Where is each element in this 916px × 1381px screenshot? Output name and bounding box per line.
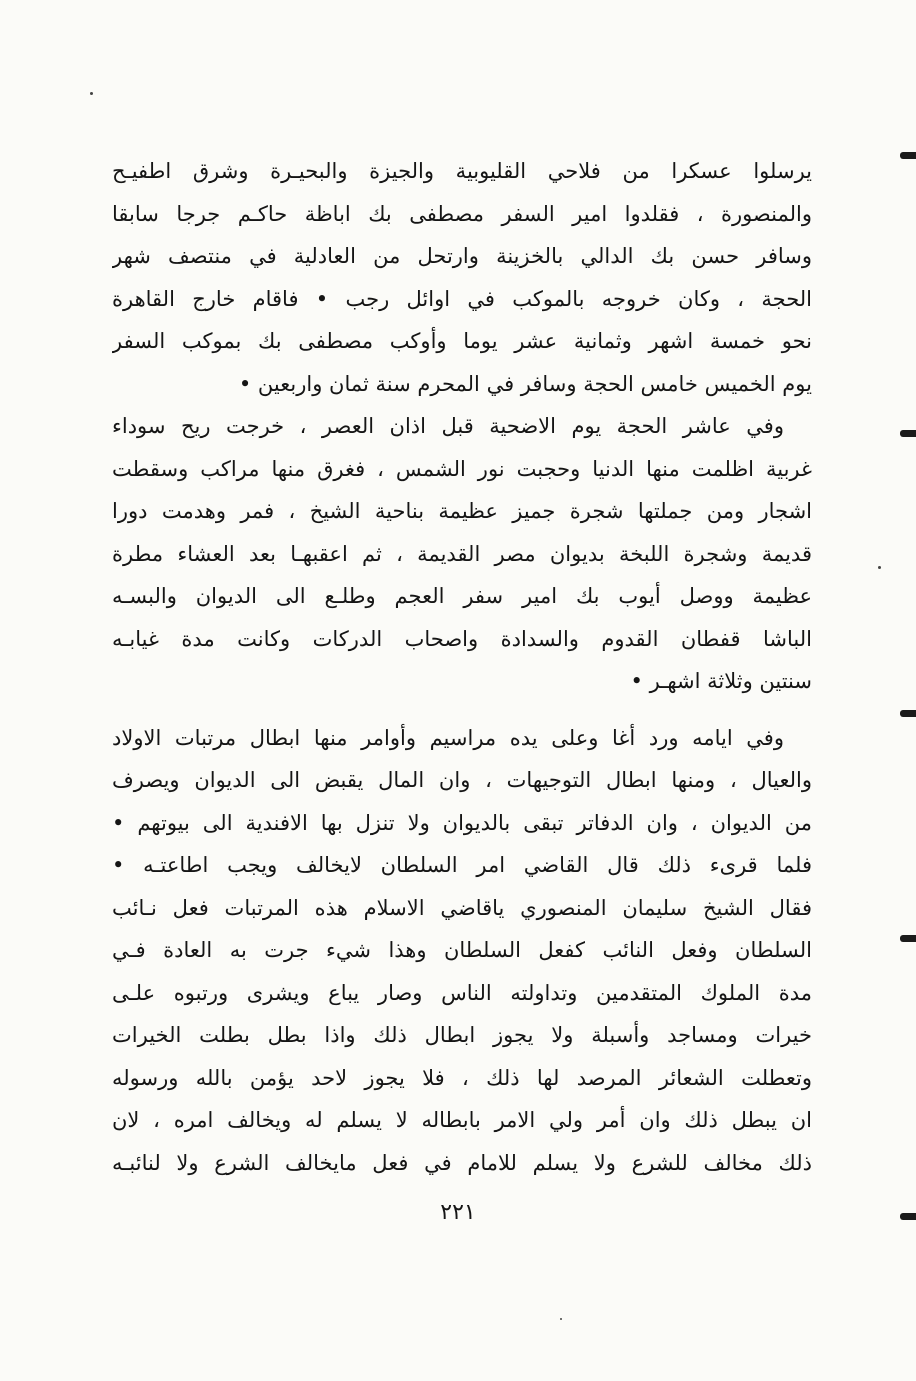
scan-speck xyxy=(560,1318,562,1320)
scan-speck xyxy=(90,92,93,95)
text-line: فقال الشيخ سليمان المنصوري ياقاضي الاسلام هذه المرتبات فعل نـائب xyxy=(112,895,812,920)
text-line: مدة الملوك المتقدمين وتداولته الناس وصار يباع ويشرى ورتبوه علـى xyxy=(112,980,812,1005)
text-line: وتعطلت الشعائر المرصد لها ذلك ، فلا يجوز لاحد يؤمن بالله ورسوله xyxy=(112,1065,812,1090)
text-line: وفي عاشر الحجة يوم الاضحية قبل اذان العصر ، خرجت ريح سوداء xyxy=(112,414,784,438)
page-number: ٢٢١ xyxy=(440,1200,476,1225)
text-line: سنتين وثلاثة اشهـر • xyxy=(630,669,812,693)
text-line: الحجة ، وكان خروجه بالموكب في اوائل رجب • فاقام خارج القاهرة xyxy=(112,286,812,311)
text-line: وسافر حسن بك الدالي بالخزينة وارتحل من العادلية في منتصف شهر xyxy=(112,244,812,268)
paragraph-2 xyxy=(112,405,812,703)
text-line: والعيال ، ومنها ابطال التوجيهات ، وان المال يقبض الى الديوان ويصرف xyxy=(112,768,812,792)
edge-mark xyxy=(900,152,916,159)
scan-speck xyxy=(878,566,881,569)
text-line: ذلك مخالف للشرع ولا يسلم للامام في فعل مايخالف الشرع ولا لنائبـه xyxy=(112,1150,812,1175)
edge-mark xyxy=(900,935,916,942)
text-line: يوم الخميس خامس الحجة وسافر في المحرم سنة ثمان واربعين • xyxy=(238,371,812,396)
text-line: من الديوان ، وان الدفاتر تبقى بالديوان ولا تنزل بها الافندية الى بيوتهم • xyxy=(112,810,812,835)
text-line: عظيمة ووصل أيوب بك امير سفر العجم وطلـع الى الديوان والبسـه xyxy=(112,584,812,608)
body-text xyxy=(112,150,812,1184)
text-line: الباشا قفطان القدوم والسدادة واصحاب الدركات وكانت مدة غيابـه xyxy=(112,626,812,651)
text-line: نحو خمسة اشهر وثمانية عشر يوما وأوكب مصطفى بك بموكب السفر xyxy=(112,329,812,353)
paragraph-3 xyxy=(112,717,812,1185)
edge-mark xyxy=(900,710,916,717)
text-line: وفي ايامه ورد أغا وعلى يده مراسيم وأوامر منها ابطال مرتبات الاولاد xyxy=(112,725,784,750)
text-line: خيرات ومساجد وأسبلة ولا يجوز ابطال ذلك واذا بطل بطلت الخيرات xyxy=(112,1023,812,1047)
text-line: اشجار ومن جملتها شجرة جميز عظيمة بناحية الشيخ ، فمر وهدمت دورا xyxy=(112,499,812,523)
paragraph-1 xyxy=(112,150,812,405)
text-line: يرسلوا عسكرا من فلاحي القليوبية والجيزة والبحيـرة وشرق اطفيـح xyxy=(112,159,812,183)
edge-mark xyxy=(900,430,916,437)
text-line: السلطان وفعل النائب كفعل السلطان وهذا شيء جرت به العادة فـي xyxy=(112,938,812,962)
text-line: فلما قرىء ذلك قال القاضي امر السلطان لايخالف ويجب اطاعتـه • xyxy=(112,853,812,877)
text-line: ان يبطل ذلك وان أمر ولي الامر بابطاله لا يسلم له ويخالف امره ، لان xyxy=(112,1108,812,1132)
text-line: والمنصورة ، فقلدوا امير السفر مصطفى بك اباظة حاكـم جرجا سابقا xyxy=(112,201,812,226)
text-line: قديمة وشجرة اللبخة بديوان مصر القديمة ، ثم اعقبهـا بعد العشاء مطرة xyxy=(112,541,812,566)
text-line: غربية اظلمت منها الدنيا وحجبت نور الشمس ، فغرق منها مراكب وسقطت xyxy=(112,456,812,481)
